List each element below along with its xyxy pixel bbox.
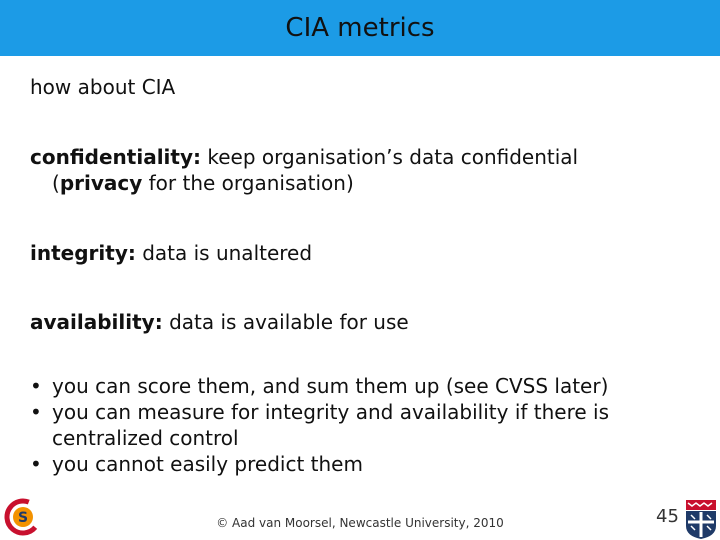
- confidentiality-term: confidentiality:: [30, 145, 201, 169]
- bullet-dot-icon: •: [30, 400, 42, 424]
- bullet-text: you can score them, and sum them up (see CVSS later): [52, 374, 609, 398]
- availability-term: availability:: [30, 310, 163, 334]
- integrity-line: [30, 240, 312, 266]
- bullet-item: [30, 373, 690, 399]
- confidentiality-continuation: [52, 170, 354, 196]
- title-bar: [0, 0, 720, 56]
- bullet-text: you cannot easily predict them: [52, 452, 363, 476]
- intro-line: how about CIA: [30, 75, 176, 99]
- paren-open: (: [52, 171, 60, 195]
- privacy-term: privacy: [59, 171, 143, 195]
- integrity-text: data is unaltered: [135, 241, 313, 265]
- slide-title: CIA metrics: [285, 13, 435, 43]
- bullet-item: [30, 451, 690, 477]
- bullet-list: [30, 373, 690, 486]
- bullet-item: [30, 399, 690, 451]
- footer: [0, 516, 720, 530]
- bullet-dot-icon: •: [30, 374, 42, 398]
- university-crest-icon: [682, 498, 720, 540]
- availability-line: [30, 309, 409, 335]
- confidentiality-line: [30, 144, 578, 170]
- logo-letter: S: [17, 510, 29, 526]
- bullet-text: you can measure for integrity and availability if there is centralized control: [52, 400, 610, 450]
- availability-text: data is available for use: [162, 310, 409, 334]
- integrity-term: integrity:: [30, 241, 136, 265]
- bullet-dot-icon: •: [30, 452, 42, 476]
- privacy-rest: for the organisation): [142, 171, 354, 195]
- page-number: 45: [656, 506, 679, 527]
- footer-copyright: © Aad van Moorsel, Newcastle University, 2010: [216, 516, 504, 530]
- confidentiality-text: keep organisation’s data confidential: [201, 145, 579, 169]
